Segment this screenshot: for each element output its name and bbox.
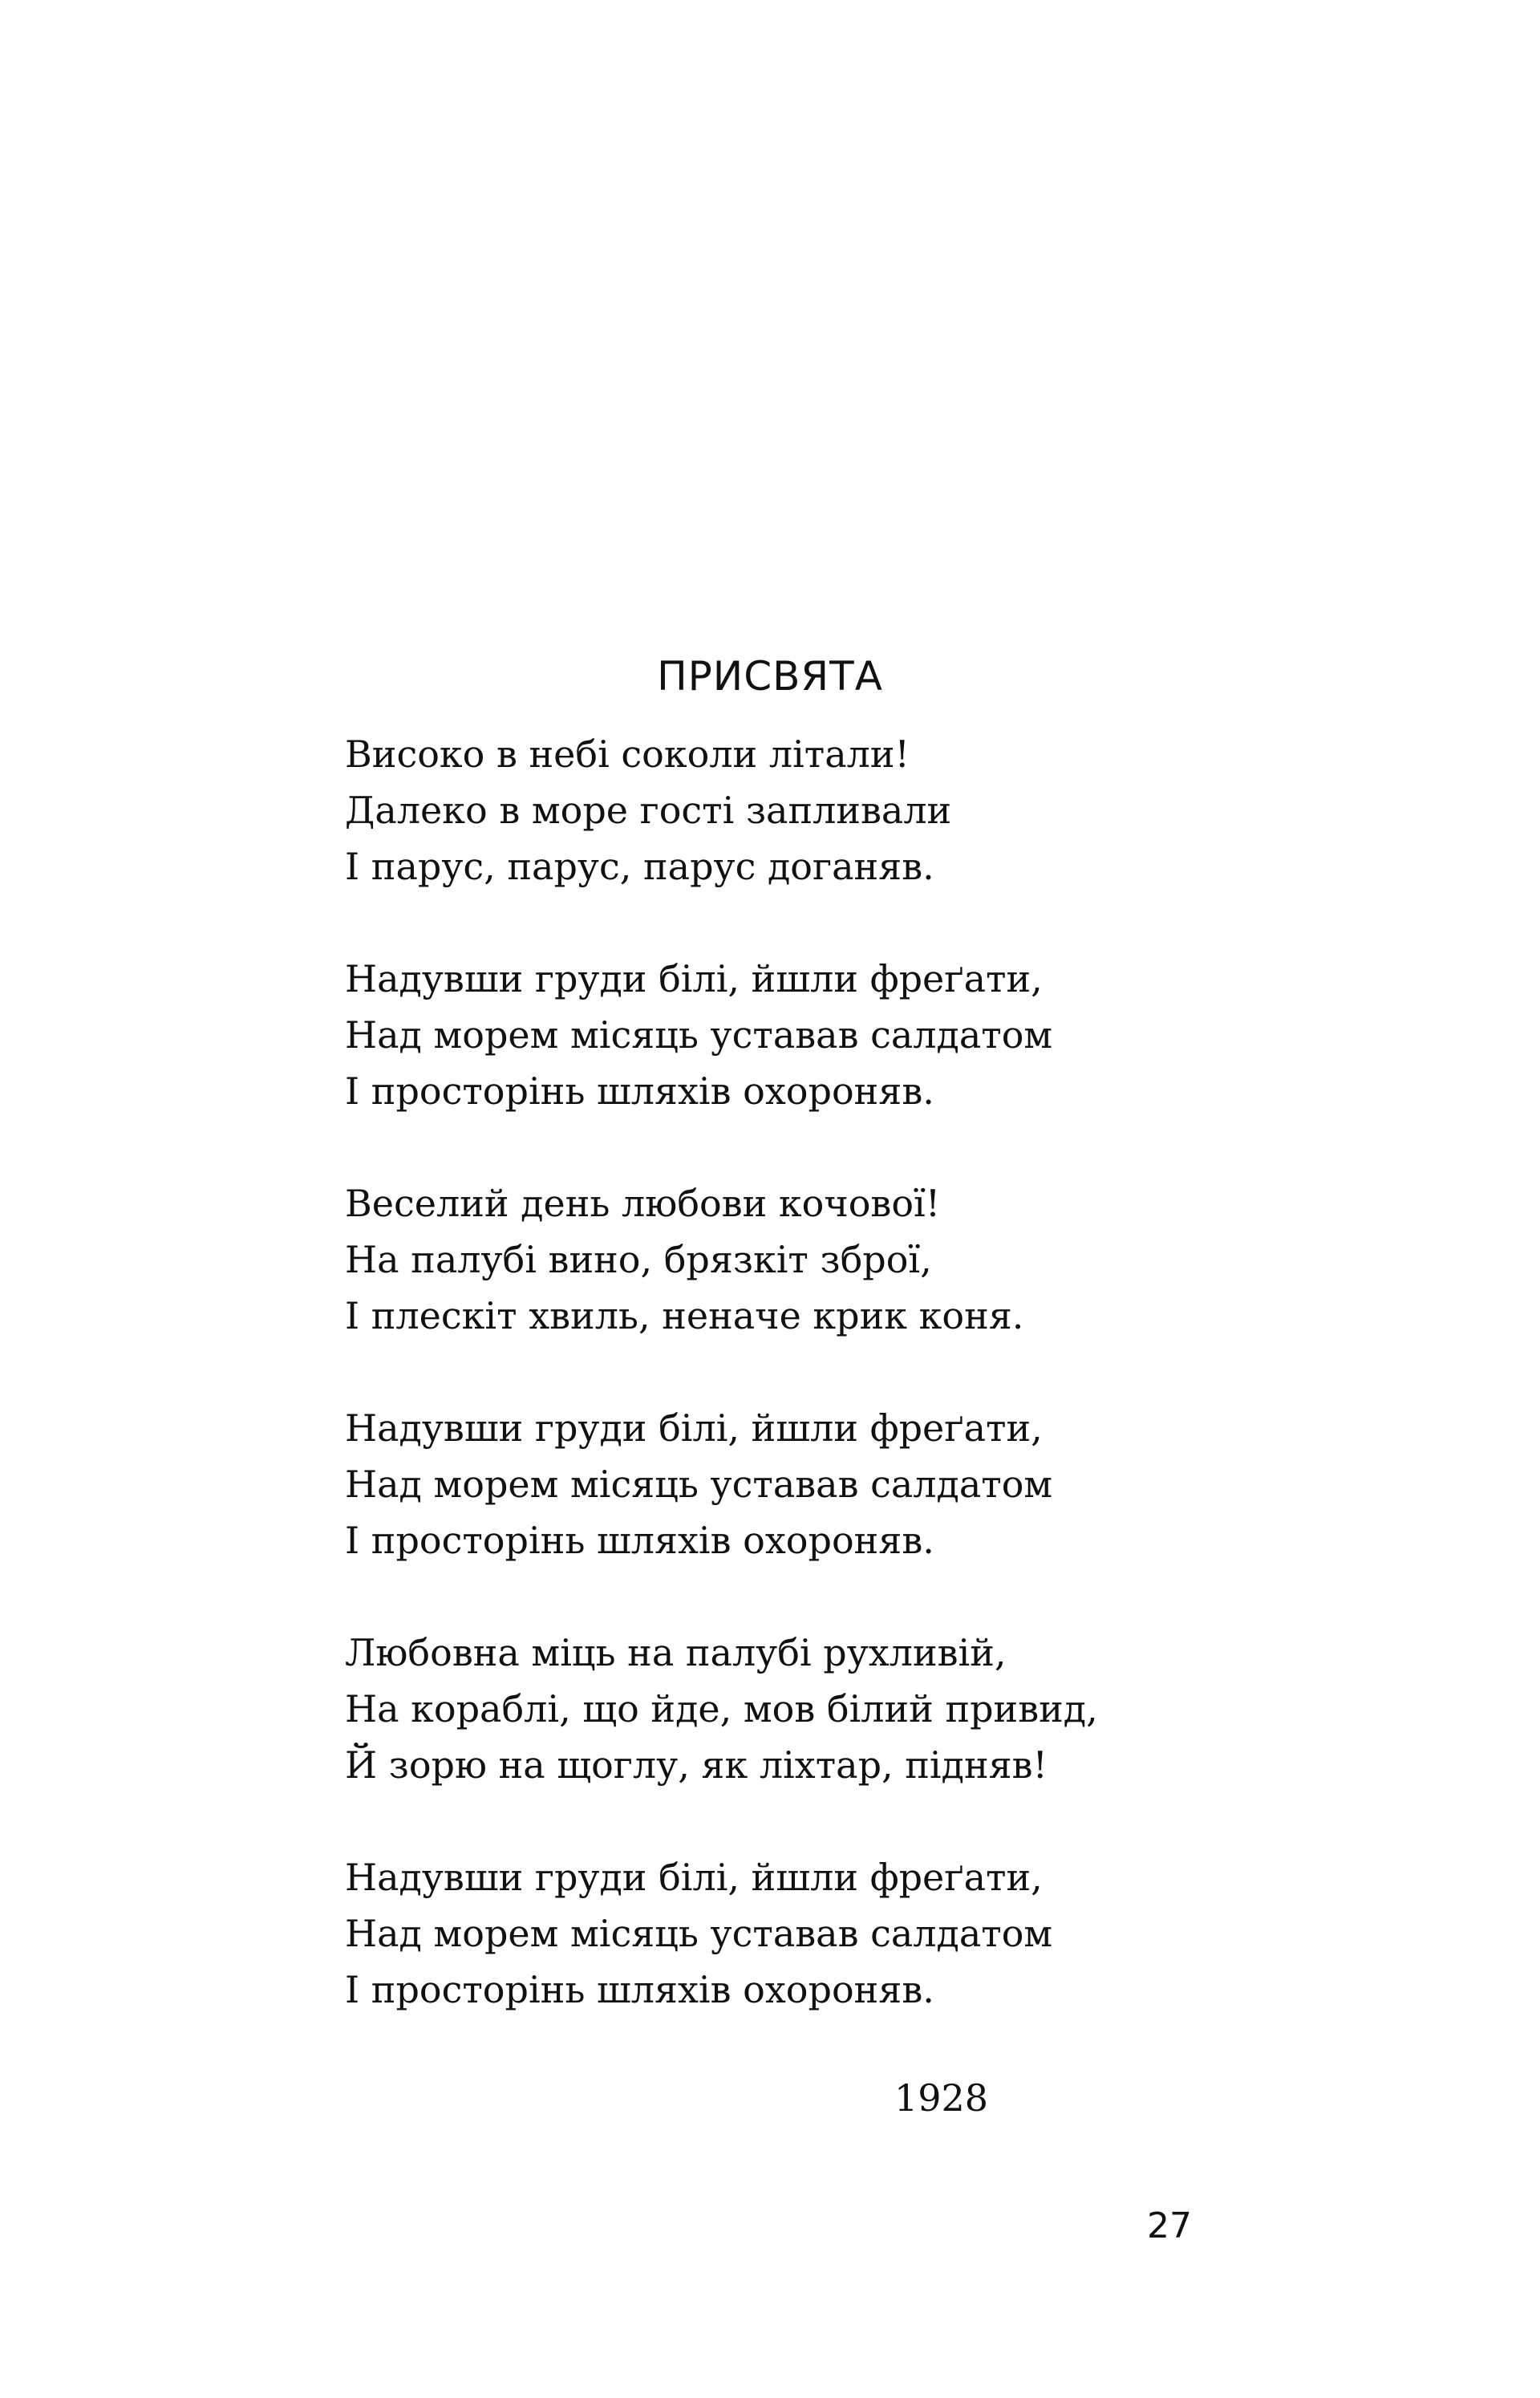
poem-year: 1928 bbox=[894, 2076, 989, 2120]
poem-line: Над морем місяць уставав салдатом bbox=[345, 1463, 1053, 1506]
stanza-6 bbox=[345, 1849, 1227, 2018]
poem-line: Високо в небі соколи літали! bbox=[345, 732, 910, 776]
poem-line: Любовна міць на палубі рухливій, bbox=[345, 1631, 1007, 1674]
poem-body bbox=[345, 726, 1227, 2018]
stanza-4 bbox=[345, 1400, 1227, 1568]
stanza-2 bbox=[345, 951, 1227, 1119]
poem-line: І просторінь шляхів охороняв. bbox=[345, 1968, 934, 2011]
stanza-1 bbox=[345, 726, 1227, 895]
poem-line: І просторінь шляхів охороняв. bbox=[345, 1519, 934, 1562]
poem-line: Надувши груди білі, йшли фреґати, bbox=[345, 1856, 1043, 1899]
poem-line: І плескіт хвиль, неначе крик коня. bbox=[345, 1294, 1024, 1337]
poem-line: Над морем місяць уставав салдатом bbox=[345, 1013, 1053, 1057]
poem-line: На палубі вино, брязкіт зброї, bbox=[345, 1238, 932, 1281]
poem-line: На кораблі, що йде, мов білий привид, bbox=[345, 1687, 1098, 1731]
stanza-5 bbox=[345, 1625, 1227, 1793]
stanza-3 bbox=[345, 1175, 1227, 1344]
poem-line: І просторінь шляхів охороняв. bbox=[345, 1069, 934, 1113]
page-number: 27 bbox=[1147, 2205, 1192, 2246]
poem-line: Над морем місяць уставав салдатом bbox=[345, 1912, 1053, 1955]
poem-line: Й зорю на щоглу, як ліхтар, підняв! bbox=[345, 1743, 1048, 1787]
poem-line: Надувши груди білі, йшли фреґати, bbox=[345, 957, 1043, 1000]
poem-line: Веселий день любови кочової! bbox=[345, 1182, 941, 1225]
poem-line: Надувши груди білі, йшли фреґати, bbox=[345, 1406, 1043, 1450]
poem-line: І парус, парус, парус доганяв. bbox=[345, 845, 934, 888]
poem-title: ПРИСВЯТА bbox=[657, 653, 883, 700]
poem-line: Далеко в море гості запливали bbox=[345, 789, 952, 832]
